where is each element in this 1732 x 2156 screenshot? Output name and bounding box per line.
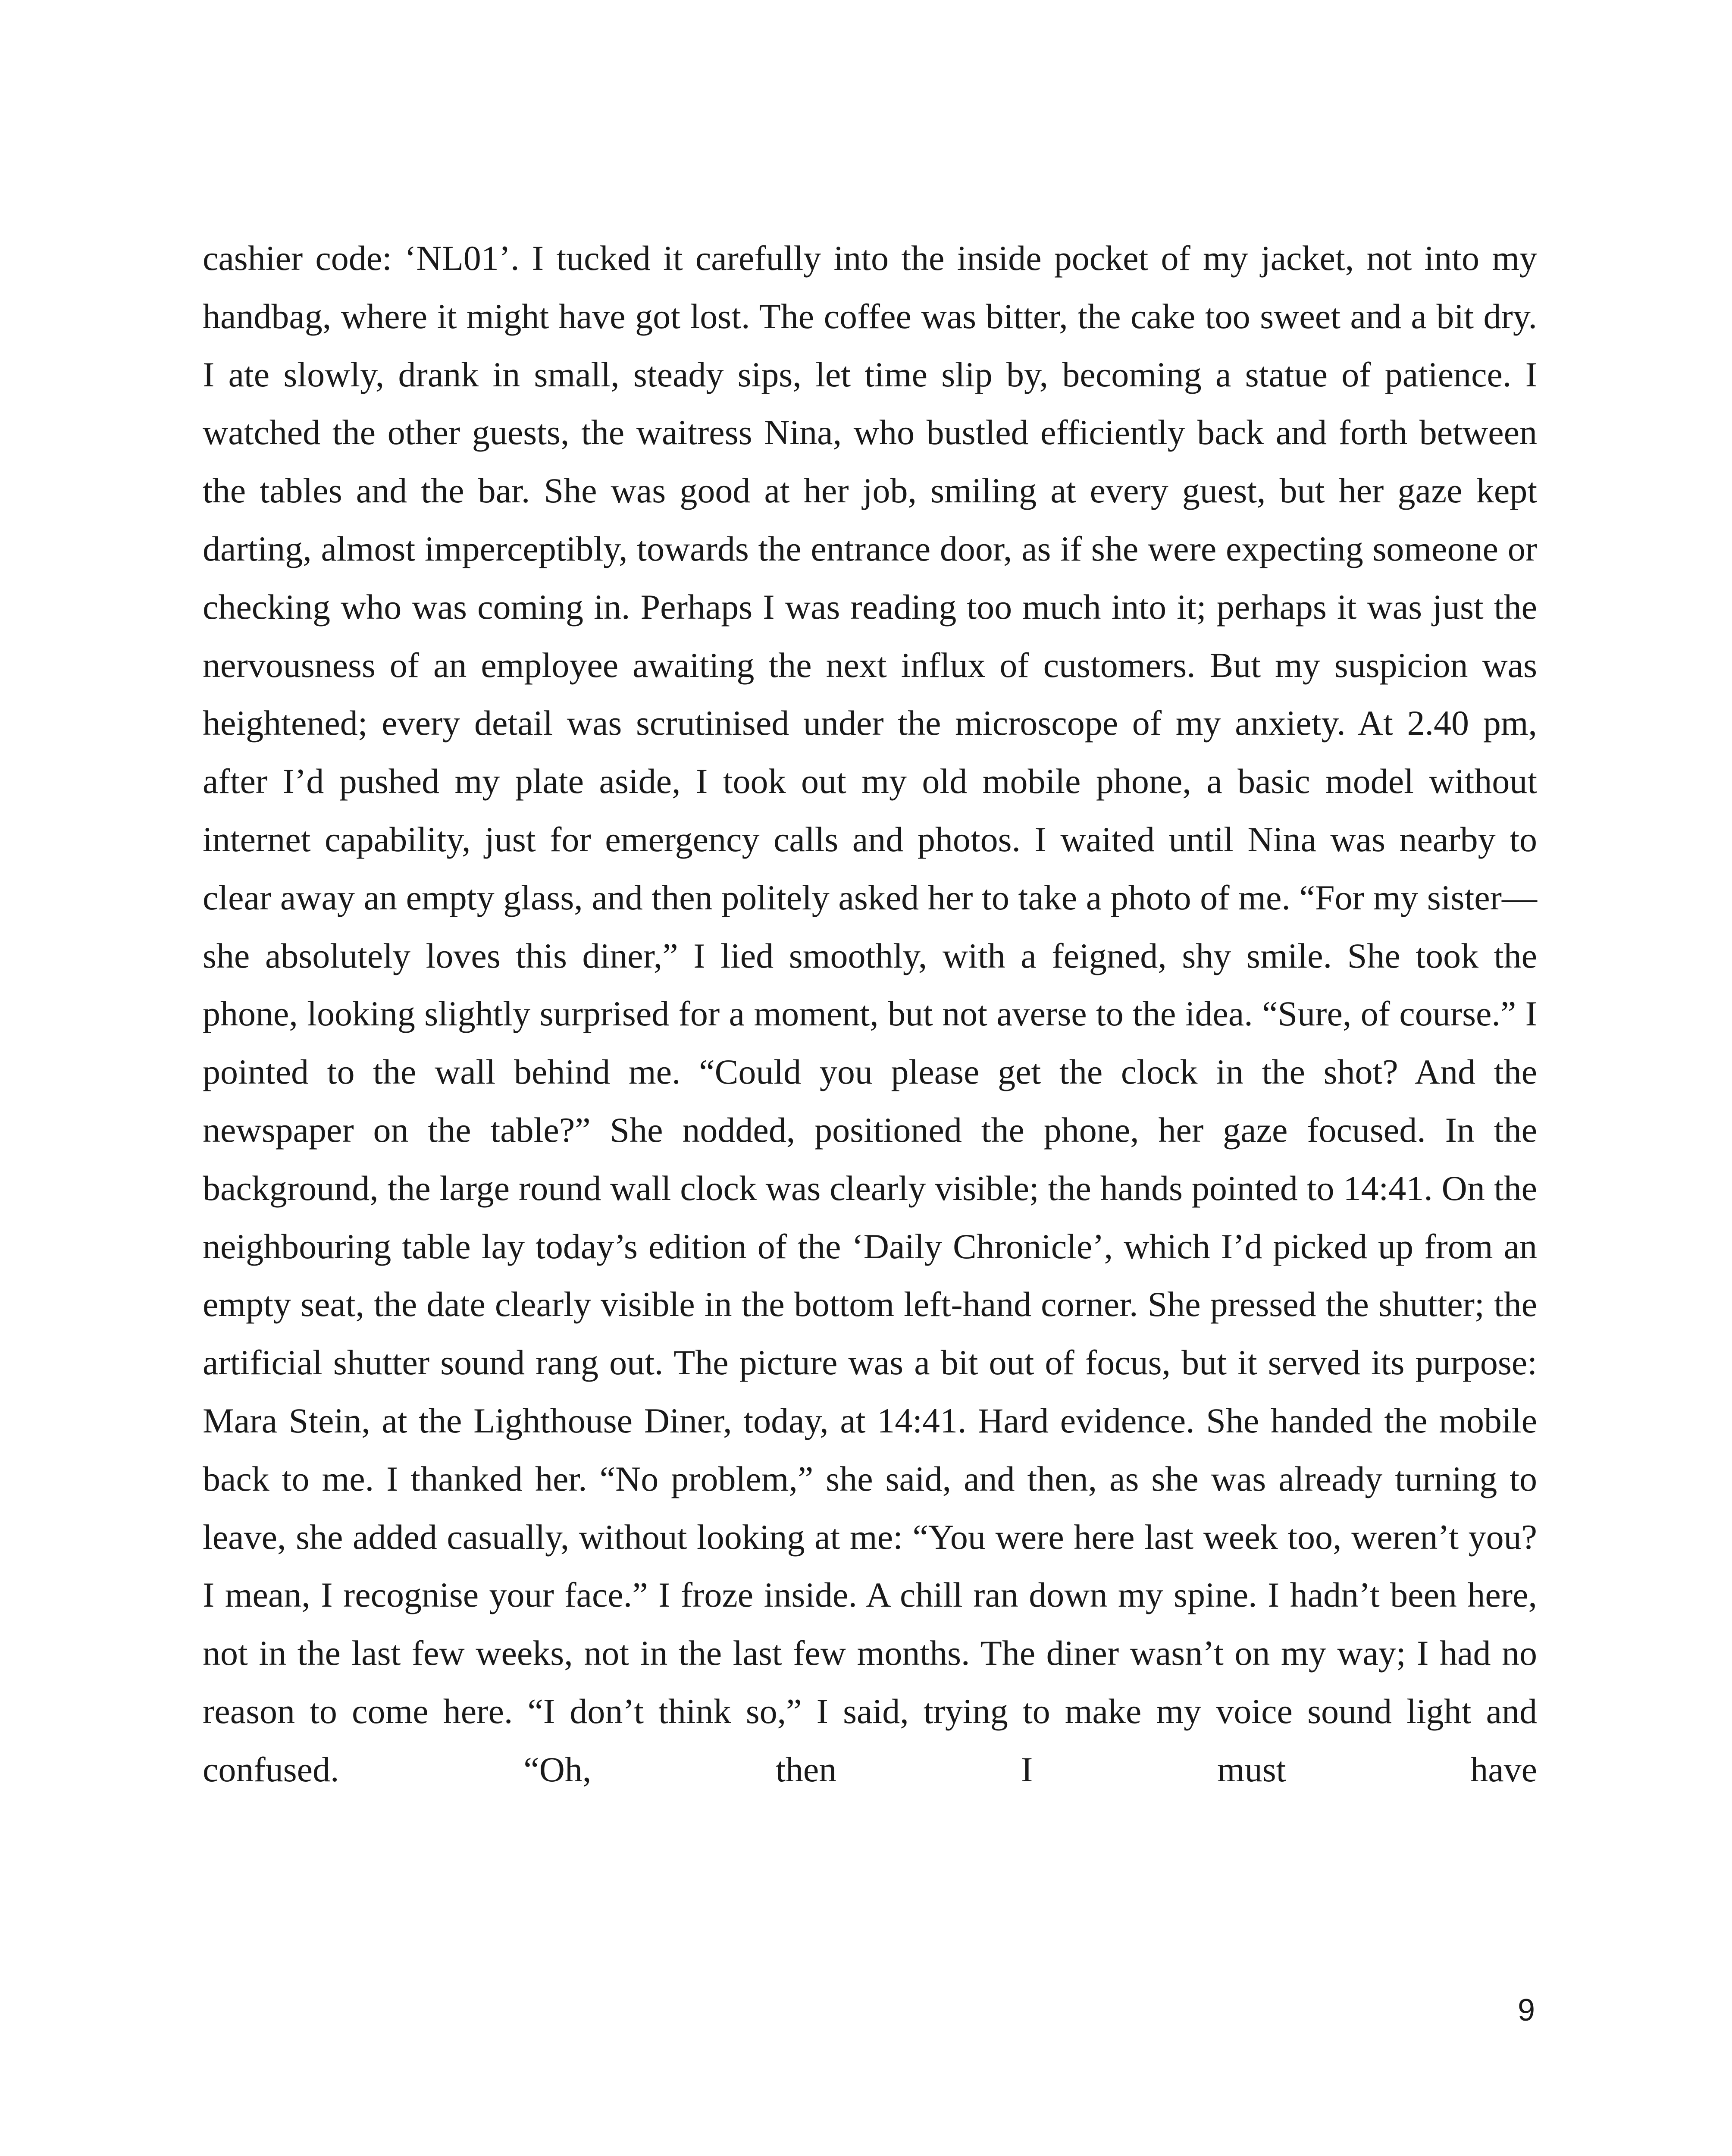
body-paragraph: cashier code: ‘NL01’. I tucked it carefully into the inside pocket of my jacket, not into my handbag, where it might have got lost. The coffee was bitter, the cake too sweet and a bit dry. I ate slowly, drank in small, steady sips, let time slip by, becoming a statue of patience. I watched the other guests, the waitress Nina, who bustled efficiently back and forth between the tables and the bar. She was good at her job, smiling at every guest, but her gaze kept darting, almost imperceptibly, towards the entrance door, as if she were expecting someone or checking who was coming in. Perhaps I was reading too much into it; perhaps it was just the nervousness of an employee awaiting the next influx of customers. But my suspicion was heightened; every detail was scrutinised under the microscope of my anxiety. At 2.40 pm, after I’d pushed my plate aside, I took out my old mobile phone, a basic model without internet capability, just for emergency calls and photos. I waited until Nina was nearby to clear away an empty glass, and then politely asked her to take a photo of me. “For my sister—she absolutely loves this diner,” I lied smoothly, with a feigned, shy smile. She took the phone, looking slightly surprised for a moment, but not averse to the idea. “Sure, of course.” I pointed to the wall behind me. “Could you please get the clock in the shot? And the newspaper on the table?” She nodded, positioned the phone, her gaze focused. In the background, the large round wall clock was clearly visible; the hands pointed to 14:41. On the neighbouring table lay today’s edition of the ‘Daily Chronicle’, which I’d picked up from an empty seat, the date clearly visible in the bottom left-hand corner. She pressed the shutter; the artificial shutter sound rang out. The picture was a bit out of focus, but it served its purpose: Mara Stein, at the Lighthouse Diner, today, at 14:41. Hard evidence. She handed the mobile back to me. I thanked her. “No problem,” she said, and then, as she was already turning to leave, she added casually, without looking at me: “You were here last week too, weren’t you? I mean, I recognise your face.” I froze inside. A chill ran down my spine. I hadn’t been here, not in the last few weeks, not in the last few months. The diner wasn’t on my way; I had no reason to come here. “I don’t think so,” I said, trying to make my voice sound light and confused. “Oh, then I must have [203,238,1537,1789]
page-number: 9 [1517,1993,1535,2028]
